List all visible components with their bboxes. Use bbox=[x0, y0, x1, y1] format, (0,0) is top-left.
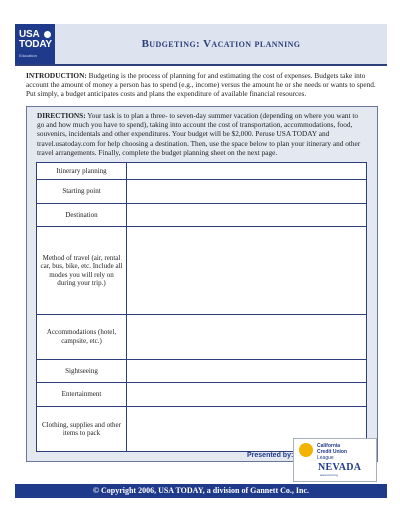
page-header bbox=[15, 24, 387, 66]
row-label-method-of-travel: Method of travel (air, rental car, bus, bike, etc. Include all modes you will rely on during your trip.) bbox=[37, 227, 127, 314]
logo-dot-icon bbox=[44, 31, 51, 38]
sponsor-line3: League bbox=[317, 455, 334, 461]
sponsor-name: NEVADA bbox=[318, 462, 362, 473]
sponsor-line2: Credit Union bbox=[317, 449, 347, 455]
introduction-text: Budgeting is the process of planning for and estimating the cost of expenses. Budgets take into account the amount of money a person has to spend (e.g., income) versus the amount he or she needs or wants to spend. Put simply, a budget anticipates costs and plans the expenditure of available financial resources. bbox=[26, 71, 376, 99]
table-header-row bbox=[37, 163, 367, 180]
answer-field-accommodations[interactable] bbox=[127, 314, 367, 359]
row-label-starting-point: Starting point bbox=[37, 180, 127, 204]
directions-paragraph bbox=[37, 111, 367, 157]
sponsor-logo bbox=[293, 438, 377, 482]
logo-tagline: Education bbox=[19, 53, 37, 58]
logo-line2: TODAY bbox=[19, 39, 52, 50]
table-row bbox=[37, 227, 367, 314]
answer-field-method-of-travel[interactable] bbox=[127, 227, 367, 314]
sponsor-subtext: www.ccul.org bbox=[320, 473, 338, 477]
sponsor-emblem-icon bbox=[299, 443, 313, 457]
directions-text: Your task is to plan a three- to seven-day summer vacation (depending on where you want to go and how much you have to spend), taking into account the cost of transportation, accommodations, food, souvenirs, incidentals and other expenditures. Your budget will be $2,000. Peruse USA TODAY and travel.usatoday.com for help choosing a destination. Then, use the space below to plan your itinerary and other travel arrangements. Finally, complete the budget planning sheet on the next page. bbox=[37, 111, 361, 157]
logo-line1: USA bbox=[19, 29, 40, 40]
row-label-clothing: Clothing, supplies and other items to pack bbox=[37, 407, 127, 452]
table-row bbox=[37, 359, 367, 383]
table-row bbox=[37, 314, 367, 359]
directions-label: DIRECTIONS: bbox=[37, 111, 86, 120]
usa-today-logo bbox=[15, 24, 55, 64]
row-label-destination: Destination bbox=[37, 203, 127, 227]
table-row bbox=[37, 180, 367, 204]
copyright-footer: © Copyright 2006, USA TODAY, a division of Gannett Co., Inc. bbox=[15, 484, 387, 498]
itinerary-header-blank bbox=[127, 163, 367, 180]
row-label-sightseeing: Sightseeing bbox=[37, 359, 127, 383]
answer-field-sightseeing[interactable] bbox=[127, 359, 367, 383]
table-row bbox=[37, 383, 367, 407]
answer-field-destination[interactable] bbox=[127, 203, 367, 227]
introduction-paragraph bbox=[26, 71, 378, 99]
answer-field-entertainment[interactable] bbox=[127, 383, 367, 407]
presented-by-label: Presented by: bbox=[247, 452, 294, 459]
itinerary-header: Itinerary planning bbox=[37, 163, 127, 180]
sponsor-line1: California bbox=[317, 443, 341, 449]
introduction-label: INTRODUCTION: bbox=[26, 71, 87, 80]
directions-box bbox=[26, 106, 378, 462]
itinerary-table bbox=[36, 162, 367, 452]
row-label-entertainment: Entertainment bbox=[37, 383, 127, 407]
row-label-accommodations: Accommodations (hotel, campsite, etc.) bbox=[37, 314, 127, 359]
table-row bbox=[37, 203, 367, 227]
page-title: Budgeting: Vacation planning bbox=[141, 38, 301, 50]
answer-field-starting-point[interactable] bbox=[127, 180, 367, 204]
